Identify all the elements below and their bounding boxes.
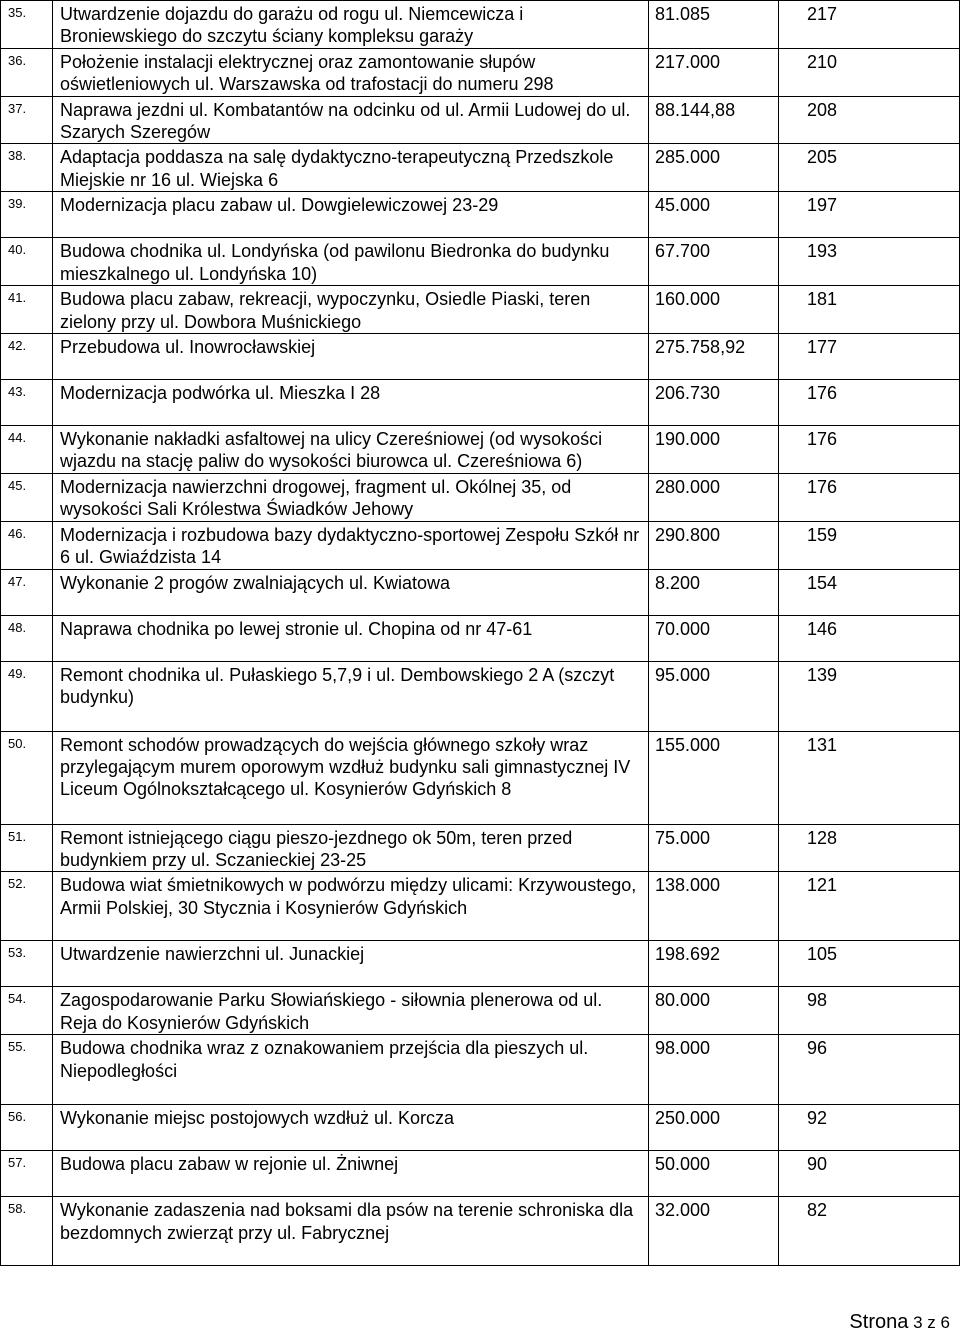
project-amount: 50.000 (649, 1151, 779, 1197)
row-number: 53. (1, 941, 53, 987)
table-row (1, 144, 960, 192)
footer-total-pages: 6 (940, 1313, 950, 1332)
table-row (1, 380, 960, 426)
row-number: 41. (1, 286, 53, 334)
project-description: Modernizacja podwórka ul. Mieszka I 28 (53, 380, 649, 426)
footer-separator: z (927, 1313, 936, 1332)
project-votes: 197 (779, 192, 960, 238)
project-votes: 139 (779, 661, 960, 731)
project-amount: 32.000 (649, 1197, 779, 1266)
table-row (1, 987, 960, 1035)
row-number: 44. (1, 426, 53, 474)
row-number: 49. (1, 661, 53, 731)
project-amount: 206.730 (649, 380, 779, 426)
project-description: Remont schodów prowadzących do wejścia głównego szkoły wraz przylegającym murem oporowym wzdłuż budynku sali gimnastycznej IV Liceum Ogólnokształcącego ul. Kosynierów Gdyńskich 8 (53, 731, 649, 824)
project-amount: 81.085 (649, 1, 779, 49)
table-row (1, 1151, 960, 1197)
project-votes: 193 (779, 238, 960, 286)
table-row (1, 1035, 960, 1105)
table-row (1, 238, 960, 286)
project-votes: 176 (779, 380, 960, 426)
project-votes: 121 (779, 872, 960, 941)
project-votes: 176 (779, 426, 960, 474)
project-amount: 275.758,92 (649, 334, 779, 380)
project-votes: 159 (779, 521, 960, 569)
table-row (1, 286, 960, 334)
project-votes: 154 (779, 569, 960, 615)
project-description: Modernizacja placu zabaw ul. Dowgielewiczowej 23-29 (53, 192, 649, 238)
project-description: Budowa chodnika wraz z oznakowaniem przejścia dla pieszych ul. Niepodległości (53, 1035, 649, 1105)
project-votes: 176 (779, 473, 960, 521)
row-number: 35. (1, 1, 53, 49)
project-description: Budowa wiat śmietnikowych w podwórzu między ulicami: Krzywoustego, Armii Polskiej, 30 Stycznia i Kosynierów Gdyńskich (53, 872, 649, 941)
project-amount: 155.000 (649, 731, 779, 824)
table-row (1, 48, 960, 96)
row-number: 45. (1, 473, 53, 521)
project-description: Wykonanie nakładki asfaltowej na ulicy Czereśniowej (od wysokości wjazdu na stację paliw do wysokości biurowca ul. Czereśniowa 6) (53, 426, 649, 474)
table-row (1, 1, 960, 49)
project-amount: 88.144,88 (649, 96, 779, 144)
row-number: 50. (1, 731, 53, 824)
row-number: 54. (1, 987, 53, 1035)
row-number: 52. (1, 872, 53, 941)
project-description: Modernizacja nawierzchni drogowej, fragment ul. Okólnej 35, od wysokości Sali Królestwa Świadków Jehowy (53, 473, 649, 521)
project-votes: 131 (779, 731, 960, 824)
project-description: Utwardzenie nawierzchni ul. Junackiej (53, 941, 649, 987)
project-description: Utwardzenie dojazdu do garażu od rogu ul. Niemcewicza i Broniewskiego do szczytu ściany kompleksu garaży (53, 1, 649, 49)
project-amount: 285.000 (649, 144, 779, 192)
project-votes: 177 (779, 334, 960, 380)
project-description: Naprawa jezdni ul. Kombatantów na odcinku od ul. Armii Ludowej do ul. Szarych Szeregów (53, 96, 649, 144)
project-votes: 208 (779, 96, 960, 144)
project-amount: 198.692 (649, 941, 779, 987)
row-number: 46. (1, 521, 53, 569)
table-row (1, 334, 960, 380)
project-amount: 190.000 (649, 426, 779, 474)
row-number: 48. (1, 615, 53, 661)
project-votes: 217 (779, 1, 960, 49)
row-number: 47. (1, 569, 53, 615)
table-row (1, 521, 960, 569)
project-description: Wykonanie zadaszenia nad boksami dla psów na terenie schroniska dla bezdomnych zwierząt przy ul. Fabrycznej (53, 1197, 649, 1266)
row-number: 56. (1, 1105, 53, 1151)
table-row (1, 872, 960, 941)
project-amount: 45.000 (649, 192, 779, 238)
project-description: Adaptacja poddasza na salę dydaktyczno-terapeutyczną Przedszkole Miejskie nr 16 ul. Wiejska 6 (53, 144, 649, 192)
project-votes: 105 (779, 941, 960, 987)
project-description: Wykonanie 2 progów zwalniających ul. Kwiatowa (53, 569, 649, 615)
project-description: Budowa chodnika ul. Londyńska (od pawilonu Biedronka do budynku mieszkalnego ul. Londyńska 10) (53, 238, 649, 286)
footer-current-page: 3 (913, 1313, 923, 1332)
project-description: Zagospodarowanie Parku Słowiańskiego - siłownia plenerowa od ul. Reja do Kosynierów Gdyńskich (53, 987, 649, 1035)
project-amount: 70.000 (649, 615, 779, 661)
page-footer (849, 1311, 950, 1334)
row-number: 40. (1, 238, 53, 286)
project-amount: 80.000 (649, 987, 779, 1035)
project-votes: 210 (779, 48, 960, 96)
project-amount: 95.000 (649, 661, 779, 731)
project-votes: 96 (779, 1035, 960, 1105)
row-number: 42. (1, 334, 53, 380)
project-votes: 82 (779, 1197, 960, 1266)
project-description: Budowa placu zabaw, rekreacji, wypoczynku, Osiedle Piaski, teren zielony przy ul. Dowbora Muśnickiego (53, 286, 649, 334)
table-row (1, 824, 960, 872)
project-votes: 90 (779, 1151, 960, 1197)
row-number: 39. (1, 192, 53, 238)
row-number: 55. (1, 1035, 53, 1105)
row-number: 36. (1, 48, 53, 96)
project-amount: 138.000 (649, 872, 779, 941)
row-number: 51. (1, 824, 53, 872)
project-amount: 98.000 (649, 1035, 779, 1105)
project-amount: 67.700 (649, 238, 779, 286)
table-row (1, 615, 960, 661)
table-row (1, 1105, 960, 1151)
project-description: Modernizacja i rozbudowa bazy dydaktyczno-sportowej Zespołu Szkół nr 6 ul. Gwiaździsta 14 (53, 521, 649, 569)
project-amount: 75.000 (649, 824, 779, 872)
table-row (1, 473, 960, 521)
project-votes: 128 (779, 824, 960, 872)
project-description: Remont chodnika ul. Pułaskiego 5,7,9 i ul. Dembowskiego 2 A (szczyt budynku) (53, 661, 649, 731)
table-row (1, 1197, 960, 1266)
project-votes: 98 (779, 987, 960, 1035)
project-amount: 250.000 (649, 1105, 779, 1151)
table-row (1, 192, 960, 238)
row-number: 37. (1, 96, 53, 144)
table-row (1, 426, 960, 474)
row-number: 43. (1, 380, 53, 426)
project-description: Budowa placu zabaw w rejonie ul. Żniwnej (53, 1151, 649, 1197)
project-amount: 290.800 (649, 521, 779, 569)
table-row (1, 569, 960, 615)
project-description: Przebudowa ul. Inowrocławskiej (53, 334, 649, 380)
project-amount: 8.200 (649, 569, 779, 615)
table-row (1, 96, 960, 144)
project-votes: 181 (779, 286, 960, 334)
project-description: Wykonanie miejsc postojowych wzdłuż ul. Korcza (53, 1105, 649, 1151)
project-description: Remont istniejącego ciągu pieszo-jezdnego ok 50m, teren przed budynkiem przy ul. Sczanieckiej 23-25 (53, 824, 649, 872)
project-votes: 92 (779, 1105, 960, 1151)
project-amount: 160.000 (649, 286, 779, 334)
table-row (1, 661, 960, 731)
project-description: Położenie instalacji elektrycznej oraz zamontowanie słupów oświetleniowych ul. Warszawska od trafostacji do numeru 298 (53, 48, 649, 96)
project-amount: 217.000 (649, 48, 779, 96)
row-number: 58. (1, 1197, 53, 1266)
project-votes: 146 (779, 615, 960, 661)
footer-prefix: Strona (849, 1311, 909, 1333)
project-amount: 280.000 (649, 473, 779, 521)
project-votes: 205 (779, 144, 960, 192)
table-row (1, 731, 960, 824)
project-description: Naprawa chodnika po lewej stronie ul. Chopina od nr 47-61 (53, 615, 649, 661)
table-row (1, 941, 960, 987)
row-number: 38. (1, 144, 53, 192)
row-number: 57. (1, 1151, 53, 1197)
